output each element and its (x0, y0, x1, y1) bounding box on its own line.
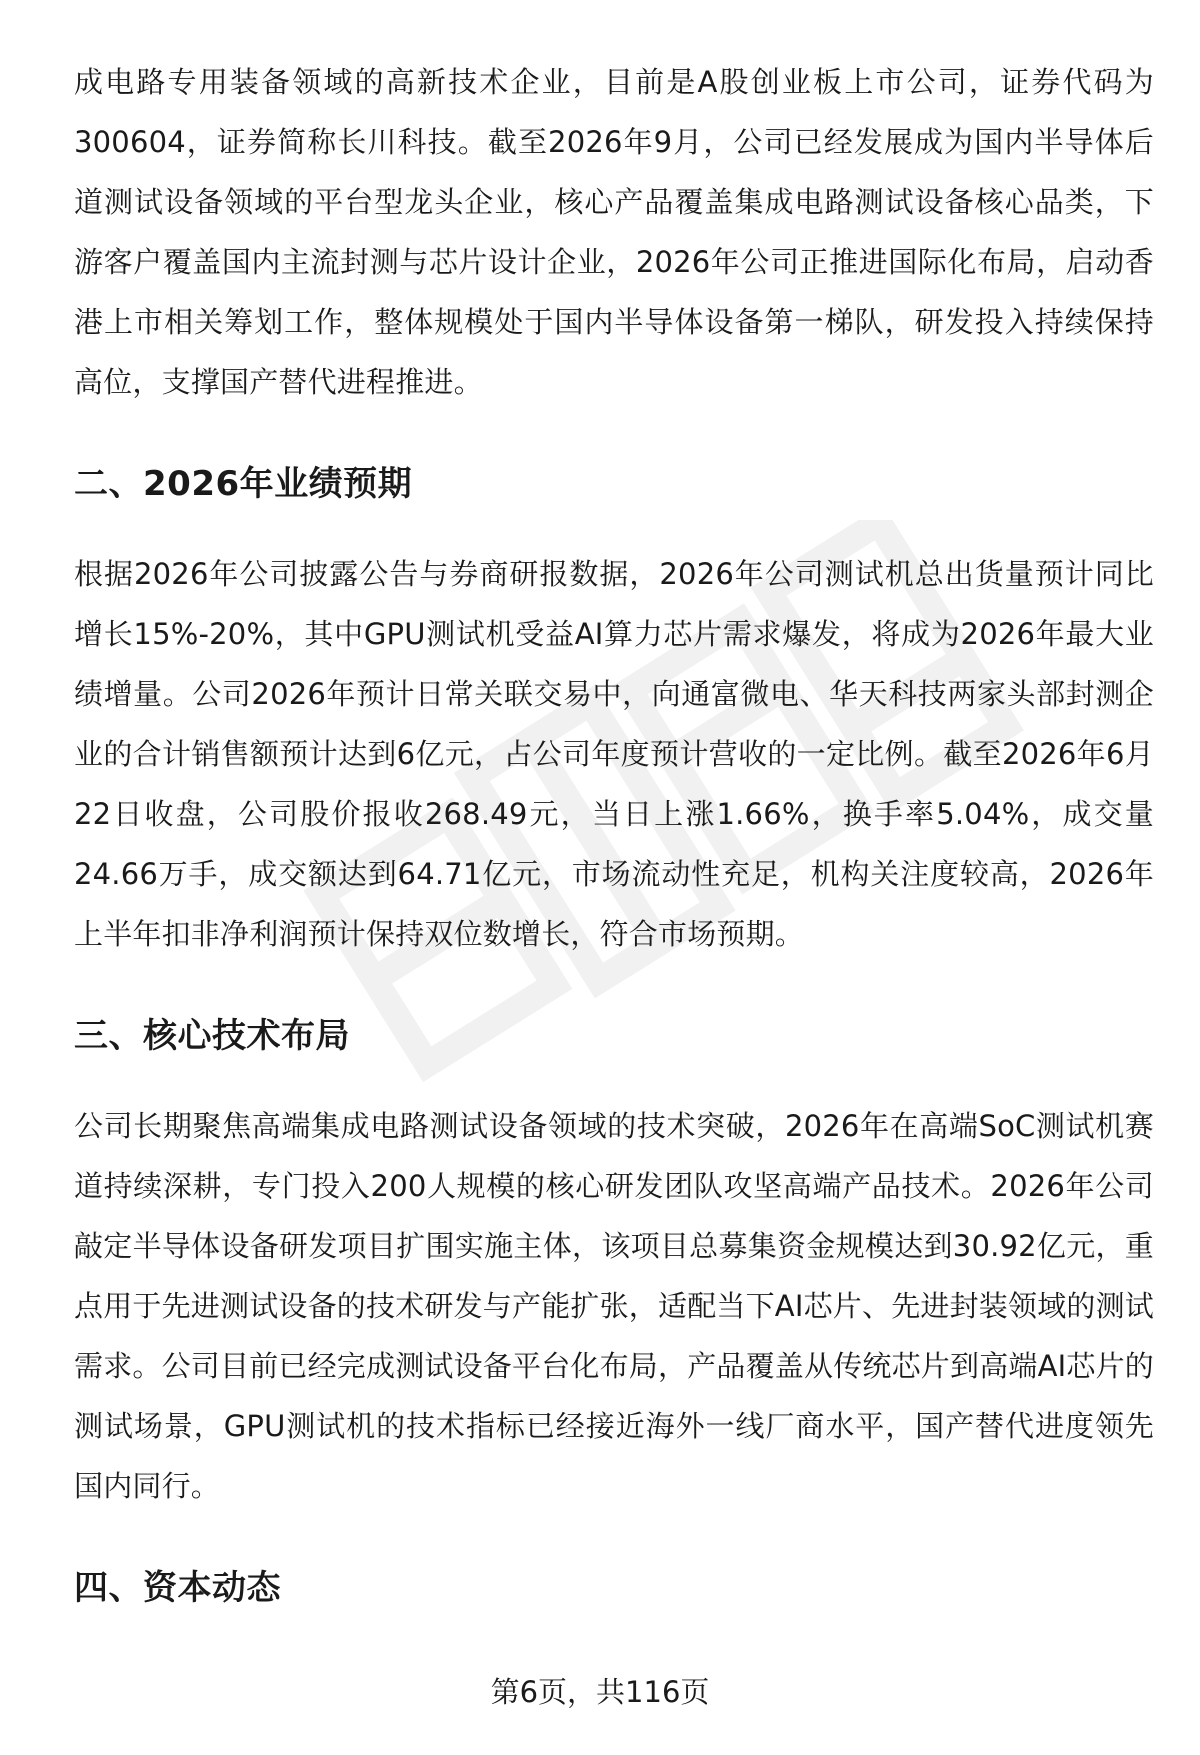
technology-paragraph: 公司长期聚焦高端集成电路测试设备领域的技术突破，2026年在高端SoC测试机赛道持续深耕，专门投入200人规模的核心研发团队攻坚高端产品技术。2026年公司敲定半导体设备研发项目扩围实施主体，该项目总募集资金规模达到30.92亿元，重点用于先进测试设备的技术研发与产能扩张，适配当下AI芯片、先进封装领域的测试需求。公司目前已经完成测试设备平台化布局，产品覆盖从传统芯片到高端AI芯片的测试场景，GPU测试机的技术指标已经接近海外一线厂商水平，国产替代进度领先国内同行。 (74, 1109, 1154, 1503)
document-body (74, 52, 1154, 1618)
page-number: 第6页，共116页 (490, 1675, 710, 1709)
performance-paragraph: 根据2026年公司披露公告与券商研报数据，2026年公司测试机总出货量预计同比增长15%-20%，其中GPU测试机受益AI算力芯片需求爆发，将成为2026年最大业绩增量。公司2026年预计日常关联交易中，向通富微电、华天科技两家头部封测企业的合计销售额预计达到6亿元，占公司年度预计营收的一定比例。截至2026年6月22日收盘，公司股价报收268.49元，当日上涨1.66%，换手率5.04%，成交量24.66万手，成交额达到64.71亿元，市场流动性充足，机构关注度较高，2026年上半年扣非净利润预计保持双位数增长，符合市场预期。 (74, 557, 1154, 951)
company-intro-paragraph: 成电路专用装备领域的高新技术企业，目前是A股创业板上市公司，证券代码为300604，证券简称长川科技。截至2026年9月，公司已经发展成为国内半导体后道测试设备领域的平台型龙头企业，核心产品覆盖集成电路测试设备核心品类，下游客户覆盖国内主流封测与芯片设计企业，2026年公司正推进国际化布局，启动香港上市相关筹划工作，整体规模处于国内半导体设备第一梯队，研发投入持续保持高位，支撑国产替代进程推进。 (74, 65, 1154, 399)
section-heading-capital: 四、资本动态 (74, 1568, 281, 1608)
section-heading-technology: 三、核心技术布局 (74, 1016, 350, 1056)
section-heading-performance: 二、2026年业绩预期 (74, 464, 413, 504)
